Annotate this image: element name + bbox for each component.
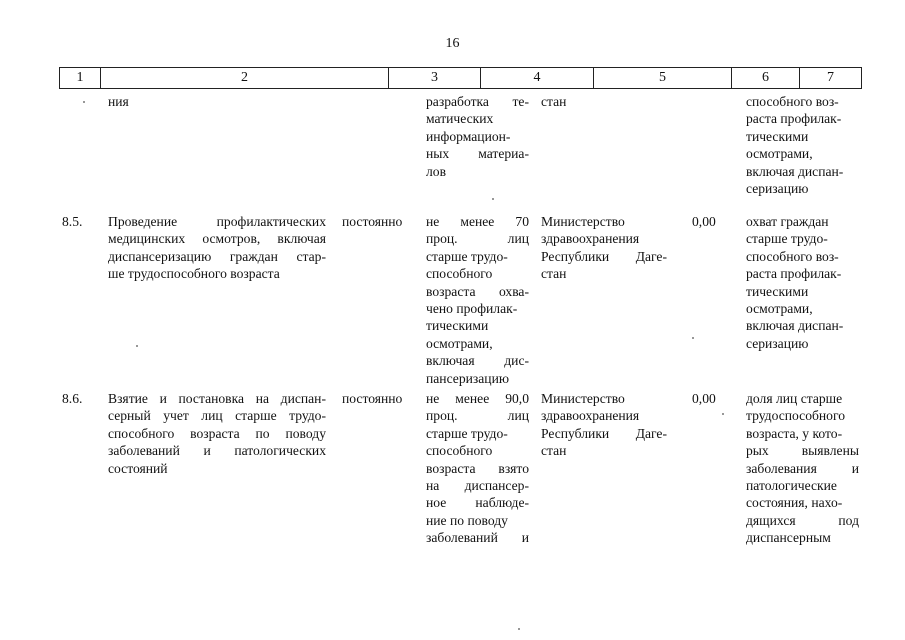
text-line: не менее 70	[426, 214, 529, 229]
text-line: способного возраста по поводу	[108, 425, 326, 441]
text-line: серизацию	[746, 180, 809, 196]
text-line: заболеваний и	[426, 530, 529, 546]
text-line: здравоохранения	[541, 231, 640, 247]
continuation-name	[108, 93, 326, 110]
header-col-4: 4	[481, 68, 594, 88]
text-line: осмотрами,	[426, 335, 493, 351]
text-line: включая диспан-	[746, 163, 844, 179]
text-line: тическими	[746, 283, 809, 299]
text-line: проц. лиц	[426, 408, 529, 424]
executor	[541, 213, 667, 283]
text-line: старше трудо-	[746, 231, 828, 247]
text-line: ние по поводу	[426, 512, 508, 528]
scan-speck	[692, 337, 694, 339]
text-line: стан	[541, 266, 567, 282]
text-line: Проведение профилактических	[108, 214, 326, 229]
text-line: дящихся под	[746, 512, 859, 528]
text-line: серизацию	[746, 335, 809, 351]
text-line: ное наблюде-	[426, 495, 529, 511]
row-number: 8.5.	[62, 214, 83, 229]
text-line: старше трудо-	[426, 425, 508, 441]
text-line: Республики Даге-	[541, 248, 667, 264]
scan-speck	[518, 628, 520, 630]
text-line: Министерство	[541, 391, 625, 406]
text-line: тическими	[746, 128, 809, 144]
header-col-6: 6	[732, 68, 800, 88]
scan-speck	[136, 345, 138, 347]
continuation-indicator	[426, 93, 529, 180]
text-line: Взятие и постановка на диспан-	[108, 391, 326, 406]
text-line: включая дис-	[426, 353, 529, 369]
text-line: диспансеризацию граждан стар-	[108, 248, 326, 264]
expected-result	[746, 213, 859, 352]
text-line: проц. лиц	[426, 231, 529, 247]
text-line: ния	[108, 94, 129, 109]
text-line: состояния, нахо-	[746, 495, 843, 511]
text-line: раста профилак-	[746, 111, 842, 127]
text-line: ных материа-	[426, 146, 529, 162]
text-line: возраста взято	[426, 460, 529, 476]
text-line: стан	[541, 443, 567, 459]
text-line: трудоспособного	[746, 408, 846, 424]
text-line: на диспансер-	[426, 477, 529, 493]
scan-speck	[492, 198, 494, 200]
text-line: рых выявлены	[746, 443, 859, 459]
text-line: стан	[541, 94, 567, 109]
measure-name	[108, 213, 326, 283]
text-line: осмотрами,	[746, 146, 813, 162]
text-line: патологические	[746, 477, 837, 493]
text-line: Министерство	[541, 214, 625, 229]
text-line: Республики Даге-	[541, 425, 667, 441]
text-line: возраста, у кото-	[746, 425, 843, 441]
text-line: доля лиц старше	[746, 391, 843, 406]
text-line: заболеваний и патологических	[108, 443, 326, 459]
text-line: заболевания и	[746, 460, 859, 476]
header-col-7: 7	[827, 70, 834, 85]
text-line: разработка те-	[426, 94, 529, 109]
text-line: раста профилак-	[746, 266, 842, 282]
text-line: здравоохранения	[541, 408, 640, 424]
page-number: 16	[445, 36, 460, 51]
text-line: включая диспан-	[746, 318, 844, 334]
text-line: серный учет лиц старше трудо-	[108, 408, 326, 424]
continuation-executor	[541, 93, 667, 110]
scan-speck	[722, 413, 724, 415]
text-line: осмотрами,	[746, 300, 813, 316]
text-line: способного воз-	[746, 94, 839, 109]
text-line: способного	[426, 443, 493, 459]
row-number: 8.6.	[62, 391, 83, 406]
header-col-5: 5	[594, 68, 732, 88]
text-line: информацион-	[426, 128, 511, 144]
header-col-2: 2	[101, 68, 389, 88]
text-line: способного воз-	[746, 248, 839, 264]
text-line: старше трудо-	[426, 248, 508, 264]
expected-result	[746, 390, 859, 547]
target-indicator	[426, 213, 529, 387]
text-line: охват граждан	[746, 214, 829, 229]
table-header	[59, 67, 862, 89]
scan-speck	[83, 101, 85, 103]
measure-name	[108, 390, 326, 477]
header-col-3: 3	[389, 68, 481, 88]
text-line: чено профилак-	[426, 300, 518, 316]
executor	[541, 390, 667, 460]
target-indicator	[426, 390, 529, 547]
funding-amount: 0,00	[692, 214, 716, 229]
text-line: медицинских осмотров, включая	[108, 231, 326, 247]
continuation-result	[746, 93, 859, 197]
text-line: тическими	[426, 318, 489, 334]
header-col-1: 1	[60, 68, 101, 88]
text-line: не менее 90,0	[426, 391, 529, 406]
funding-amount: 0,00	[692, 391, 716, 406]
text-line: лов	[426, 163, 446, 179]
execution-term: постоянно	[342, 214, 403, 229]
text-line: матических	[426, 111, 494, 127]
text-line: диспансерным	[746, 530, 831, 546]
text-line: ше трудоспособного возраста	[108, 266, 280, 282]
text-line: способного	[426, 266, 493, 282]
execution-term: постоянно	[342, 391, 403, 406]
text-line: состояний	[108, 460, 168, 476]
text-line: пансеризацию	[426, 370, 509, 386]
text-line: возраста охва-	[426, 283, 529, 299]
